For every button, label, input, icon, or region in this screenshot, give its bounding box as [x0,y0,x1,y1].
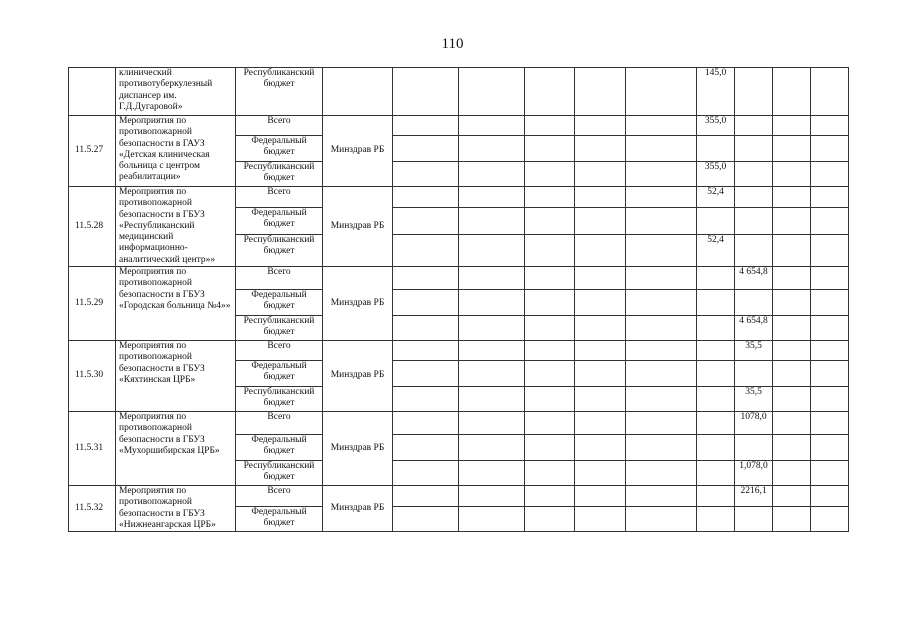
empty-cell [393,341,459,361]
empty-cell [393,162,459,187]
amount-cell [735,116,773,136]
amount-cell [697,267,735,290]
amount-cell [697,316,735,341]
amount-cell: 2216,1 [735,486,773,507]
amount-cell [735,361,773,387]
empty-cell [626,507,697,532]
empty-cell [773,290,811,316]
amount-cell: 35,5 [735,387,773,412]
empty-cell [459,162,525,187]
amount-cell [735,187,773,208]
empty-cell [525,316,575,341]
empty-cell [393,486,459,507]
empty-cell [459,486,525,507]
empty-cell [811,290,849,316]
empty-cell [525,234,575,266]
empty-cell [811,207,849,234]
empty-cell [525,435,575,461]
measure-name: Мероприятия по противопожарной безопасности в ГАУЗ «Детская клиническая больница с центром реабилитации» [116,116,236,187]
responsible-executor: Минздрав РБ [323,412,393,486]
responsible-executor: Минздрав РБ [323,267,393,341]
empty-cell [575,136,626,162]
empty-cell [626,435,697,461]
table-row [69,412,849,435]
measure-name: клинический противотуберкулезный диспансер им. Г.Д.Дугаровой» [116,68,236,116]
empty-cell [773,187,811,208]
empty-cell [393,234,459,266]
responsible-executor [323,68,393,116]
empty-cell [575,435,626,461]
empty-cell [626,162,697,187]
measure-name: Мероприятия по противопожарной безопасности в ГБУЗ «Республиканский медицинский информационно-аналитический центр»» [116,187,236,267]
empty-cell [626,341,697,361]
empty-cell [525,290,575,316]
funding-source: Республиканский бюджет [236,162,323,187]
empty-cell [459,267,525,290]
empty-cell [459,290,525,316]
empty-cell [459,234,525,266]
row-number: 11.5.31 [69,412,116,486]
responsible-executor: Минздрав РБ [323,116,393,187]
empty-cell [773,461,811,486]
empty-cell [525,136,575,162]
row-number [69,68,116,116]
amount-cell [735,234,773,266]
empty-cell [626,267,697,290]
empty-cell [393,116,459,136]
empty-cell [575,187,626,208]
empty-cell [525,207,575,234]
amount-cell [735,435,773,461]
empty-cell [773,316,811,341]
empty-cell [575,68,626,116]
amount-cell: 1,078,0 [735,461,773,486]
empty-cell [525,267,575,290]
empty-cell [393,387,459,412]
amount-cell: 35,5 [735,341,773,361]
empty-cell [575,387,626,412]
amount-cell [697,486,735,507]
table-row [69,116,849,136]
empty-cell [811,267,849,290]
funding-source: Всего [236,116,323,136]
empty-cell [459,316,525,341]
empty-cell [575,341,626,361]
funding-source: Всего [236,267,323,290]
empty-cell [393,461,459,486]
empty-cell [525,461,575,486]
empty-cell [773,207,811,234]
empty-cell [773,435,811,461]
amount-cell [735,68,773,116]
measure-name: Мероприятия по противопожарной безопасности в ГБУЗ «Мухоршибирская ЦРБ» [116,412,236,486]
amount-cell [697,507,735,532]
empty-cell [773,341,811,361]
empty-cell [459,387,525,412]
empty-cell [811,341,849,361]
measure-name: Мероприятия по противопожарной безопасности в ГБУЗ «Нижнеангарская ЦРБ» [116,486,236,532]
funding-source: Республиканский бюджет [236,387,323,412]
funding-source: Федеральный бюджет [236,290,323,316]
amount-cell [697,290,735,316]
empty-cell [459,412,525,435]
empty-cell [393,412,459,435]
amount-cell [697,136,735,162]
empty-cell [459,207,525,234]
responsible-executor: Минздрав РБ [323,341,393,412]
amount-cell [697,341,735,361]
amount-cell [697,361,735,387]
empty-cell [575,162,626,187]
amount-cell: 145,0 [697,68,735,116]
empty-cell [525,341,575,361]
responsible-executor: Минздрав РБ [323,486,393,532]
empty-cell [811,187,849,208]
empty-cell [393,207,459,234]
empty-cell [626,290,697,316]
amount-cell: 52,4 [697,234,735,266]
empty-cell [626,187,697,208]
funding-source: Всего [236,341,323,361]
empty-cell [811,486,849,507]
row-number: 11.5.28 [69,187,116,267]
empty-cell [525,486,575,507]
empty-cell [773,234,811,266]
empty-cell [811,116,849,136]
funding-source: Федеральный бюджет [236,361,323,387]
funding-source: Всего [236,187,323,208]
amount-cell [735,207,773,234]
empty-cell [811,507,849,532]
empty-cell [459,136,525,162]
amount-cell: 52,4 [697,187,735,208]
empty-cell [626,316,697,341]
empty-cell [626,486,697,507]
funding-source: Республиканский бюджет [236,68,323,116]
empty-cell [525,507,575,532]
empty-cell [393,435,459,461]
row-number: 11.5.32 [69,486,116,532]
empty-cell [626,116,697,136]
empty-cell [773,116,811,136]
empty-cell [773,267,811,290]
empty-cell [393,290,459,316]
funding-source: Всего [236,486,323,507]
empty-cell [575,290,626,316]
empty-cell [811,387,849,412]
empty-cell [773,412,811,435]
empty-cell [575,316,626,341]
empty-cell [626,68,697,116]
empty-cell [811,412,849,435]
amount-cell [697,412,735,435]
empty-cell [393,136,459,162]
empty-cell [626,461,697,486]
empty-cell [811,461,849,486]
empty-cell [459,507,525,532]
amount-cell [735,136,773,162]
funding-source: Федеральный бюджет [236,507,323,532]
amount-cell [735,507,773,532]
empty-cell [575,486,626,507]
empty-cell [575,267,626,290]
table-row [69,341,849,361]
empty-cell [773,68,811,116]
empty-cell [773,361,811,387]
empty-cell [773,486,811,507]
funding-source: Федеральный бюджет [236,136,323,162]
empty-cell [773,136,811,162]
empty-cell [459,187,525,208]
funding-source: Всего [236,412,323,435]
empty-cell [525,162,575,187]
empty-cell [459,461,525,486]
amount-cell [697,461,735,486]
empty-cell [525,412,575,435]
empty-cell [773,507,811,532]
empty-cell [626,234,697,266]
amount-cell [697,387,735,412]
empty-cell [459,361,525,387]
table-row [69,68,849,116]
empty-cell [811,435,849,461]
empty-cell [393,187,459,208]
empty-cell [811,136,849,162]
row-number: 11.5.29 [69,267,116,341]
empty-cell [459,68,525,116]
amount-cell [697,207,735,234]
table-row [69,187,849,208]
empty-cell [811,68,849,116]
empty-cell [525,68,575,116]
row-number: 11.5.30 [69,341,116,412]
empty-cell [811,361,849,387]
measure-name: Мероприятия по противопожарной безопасности в ГБУЗ «Городская больница №4»» [116,267,236,341]
table-row [69,486,849,507]
amount-cell [735,290,773,316]
empty-cell [626,361,697,387]
funding-source: Республиканский бюджет [236,316,323,341]
empty-cell [626,387,697,412]
empty-cell [575,207,626,234]
table-row [69,267,849,290]
measure-name: Мероприятия по противопожарной безопасности в ГБУЗ «Кяхтинская ЦРБ» [116,341,236,412]
empty-cell [459,116,525,136]
funding-source: Федеральный бюджет [236,207,323,234]
program-table [68,67,849,532]
amount-cell: 355,0 [697,116,735,136]
empty-cell [575,461,626,486]
amount-cell: 355,0 [697,162,735,187]
empty-cell [575,116,626,136]
empty-cell [575,507,626,532]
empty-cell [773,387,811,412]
empty-cell [393,68,459,116]
amount-cell: 4 654,8 [735,316,773,341]
empty-cell [626,412,697,435]
empty-cell [626,207,697,234]
empty-cell [525,387,575,412]
empty-cell [393,361,459,387]
funding-source: Республиканский бюджет [236,461,323,486]
funding-source: Федеральный бюджет [236,435,323,461]
amount-cell: 4 654,8 [735,267,773,290]
amount-cell [735,162,773,187]
empty-cell [459,435,525,461]
empty-cell [811,316,849,341]
empty-cell [575,361,626,387]
empty-cell [575,412,626,435]
empty-cell [626,136,697,162]
empty-cell [525,187,575,208]
empty-cell [525,116,575,136]
funding-source: Республиканский бюджет [236,234,323,266]
empty-cell [811,162,849,187]
responsible-executor: Минздрав РБ [323,187,393,267]
empty-cell [575,234,626,266]
empty-cell [459,341,525,361]
page-number: 110 [441,36,464,52]
empty-cell [811,234,849,266]
amount-cell: 1078,0 [735,412,773,435]
empty-cell [773,162,811,187]
empty-cell [393,316,459,341]
amount-cell [697,435,735,461]
empty-cell [525,361,575,387]
row-number: 11.5.27 [69,116,116,187]
empty-cell [393,267,459,290]
empty-cell [393,507,459,532]
